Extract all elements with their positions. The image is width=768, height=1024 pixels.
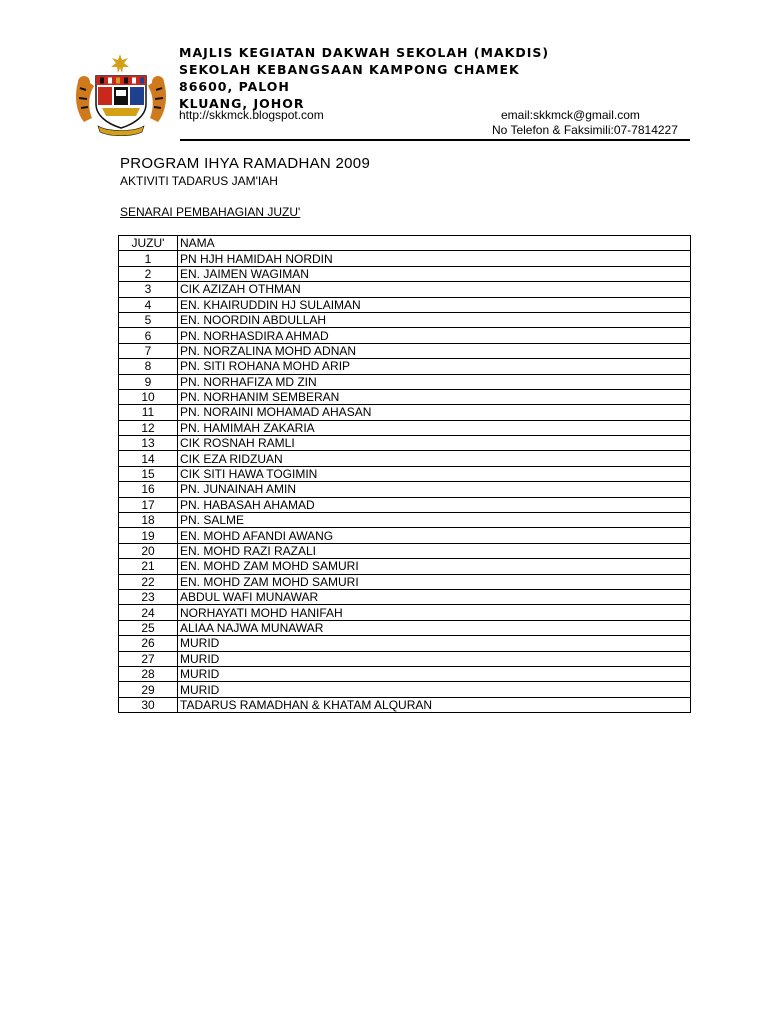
table-row (119, 343, 691, 358)
organisation-header (179, 44, 549, 112)
table-row (119, 620, 691, 635)
table-row (119, 697, 691, 712)
table-row (119, 559, 691, 574)
list-title: SENARAI PEMBAHAGIAN JUZU' (120, 205, 301, 219)
juzu-number: 11 (119, 405, 178, 420)
member-name: ALIAA NAJWA MUNAWAR (178, 620, 691, 635)
table-row (119, 359, 691, 374)
juzu-number: 12 (119, 420, 178, 435)
juzu-number: 27 (119, 651, 178, 666)
member-name: PN. SALME (178, 513, 691, 528)
coat-of-arms-icon (72, 52, 170, 138)
juzu-number: 2 (119, 266, 178, 281)
member-name: CIK SITI HAWA TOGIMIN (178, 466, 691, 481)
table-row (119, 420, 691, 435)
member-name: EN. JAIMEN WAGIMAN (178, 266, 691, 281)
phone-fax: No Telefon & Faksimili:07-7814227 (492, 123, 678, 137)
table-row (119, 574, 691, 589)
member-name: PN. NORHANIM SEMBERAN (178, 389, 691, 404)
juzu-number: 28 (119, 666, 178, 681)
table-row (119, 605, 691, 620)
table-row (119, 636, 691, 651)
program-title: PROGRAM IHYA RAMADHAN 2009 (120, 155, 371, 172)
juzu-number: 13 (119, 436, 178, 451)
member-name: PN HJH HAMIDAH NORDIN (178, 251, 691, 266)
district-state: KLUANG, JOHOR (179, 96, 305, 111)
juzu-number: 16 (119, 482, 178, 497)
table-row (119, 466, 691, 481)
member-name: MURID (178, 682, 691, 697)
member-name: EN. MOHD ZAM MOHD SAMURI (178, 559, 691, 574)
juzu-number: 19 (119, 528, 178, 543)
table-row (119, 297, 691, 312)
member-name: PN. HABASAH AHAMAD (178, 497, 691, 512)
juzu-number: 20 (119, 543, 178, 558)
table-row (119, 266, 691, 281)
juzu-number: 4 (119, 297, 178, 312)
table-row (119, 282, 691, 297)
member-name: CIK EZA RIDZUAN (178, 451, 691, 466)
member-name: EN. KHAIRUDDIN HJ SULAIMAN (178, 297, 691, 312)
juzu-number: 3 (119, 282, 178, 297)
juzu-table (118, 235, 691, 713)
table-row (119, 374, 691, 389)
table-row (119, 482, 691, 497)
juzu-number: 24 (119, 605, 178, 620)
table-row (119, 651, 691, 666)
juzu-number: 21 (119, 559, 178, 574)
member-name: PN. NORHASDIRA AHMAD (178, 328, 691, 343)
header-divider (180, 139, 690, 141)
member-name: EN. MOHD AFANDI AWANG (178, 528, 691, 543)
juzu-number: 15 (119, 466, 178, 481)
member-name: CIK ROSNAH RAMLI (178, 436, 691, 451)
member-name: CIK AZIZAH OTHMAN (178, 282, 691, 297)
member-name: EN. MOHD ZAM MOHD SAMURI (178, 574, 691, 589)
member-name: PN. NORAINI MOHAMAD AHASAN (178, 405, 691, 420)
table-row (119, 513, 691, 528)
member-name: MURID (178, 651, 691, 666)
school-name: SEKOLAH KEBANGSAAN KAMPONG CHAMEK (179, 62, 520, 77)
table-row (119, 328, 691, 343)
juzu-number: 9 (119, 374, 178, 389)
column-header-juzu: JUZU' (119, 236, 178, 251)
table-row (119, 528, 691, 543)
table-row (119, 682, 691, 697)
member-name: ABDUL WAFI MUNAWAR (178, 589, 691, 604)
table-row (119, 436, 691, 451)
postcode-town: 86600, PALOH (179, 79, 290, 94)
member-name: PN. JUNAINAH AMIN (178, 482, 691, 497)
juzu-number: 1 (119, 251, 178, 266)
org-name: MAJLIS KEGIATAN DAKWAH SEKOLAH (MAKDIS) (179, 45, 550, 60)
member-name: PN. HAMIMAH ZAKARIA (178, 420, 691, 435)
juzu-number: 8 (119, 359, 178, 374)
juzu-number: 14 (119, 451, 178, 466)
table-row (119, 666, 691, 681)
juzu-number: 23 (119, 589, 178, 604)
table-row (119, 312, 691, 327)
table-row (119, 497, 691, 512)
member-name: MURID (178, 636, 691, 651)
table-row (119, 405, 691, 420)
juzu-number: 10 (119, 389, 178, 404)
activity-title: AKTIVITI TADARUS JAM'IAH (120, 174, 278, 188)
juzu-number: 30 (119, 697, 178, 712)
blog-url[interactable]: http://skkmck.blogspot.com (179, 108, 324, 122)
table-header-row (119, 236, 691, 251)
juzu-number: 25 (119, 620, 178, 635)
table-row (119, 451, 691, 466)
member-name: TADARUS RAMADHAN & KHATAM ALQURAN (178, 697, 691, 712)
juzu-number: 7 (119, 343, 178, 358)
email-address: email:skkmck@gmail.com (501, 108, 640, 122)
member-name: PN. SITI ROHANA MOHD ARIP (178, 359, 691, 374)
table-row (119, 543, 691, 558)
juzu-number: 6 (119, 328, 178, 343)
juzu-number: 22 (119, 574, 178, 589)
member-name: NORHAYATI MOHD HANIFAH (178, 605, 691, 620)
juzu-number: 18 (119, 513, 178, 528)
table-row (119, 589, 691, 604)
member-name: MURID (178, 666, 691, 681)
juzu-number: 17 (119, 497, 178, 512)
juzu-number: 29 (119, 682, 178, 697)
table-row (119, 251, 691, 266)
member-name: EN. MOHD RAZI RAZALI (178, 543, 691, 558)
juzu-number: 5 (119, 312, 178, 327)
column-header-nama: NAMA (178, 236, 691, 251)
member-name: PN. NORZALINA MOHD ADNAN (178, 343, 691, 358)
member-name: EN. NOORDIN ABDULLAH (178, 312, 691, 327)
member-name: PN. NORHAFIZA MD ZIN (178, 374, 691, 389)
juzu-number: 26 (119, 636, 178, 651)
table-row (119, 389, 691, 404)
